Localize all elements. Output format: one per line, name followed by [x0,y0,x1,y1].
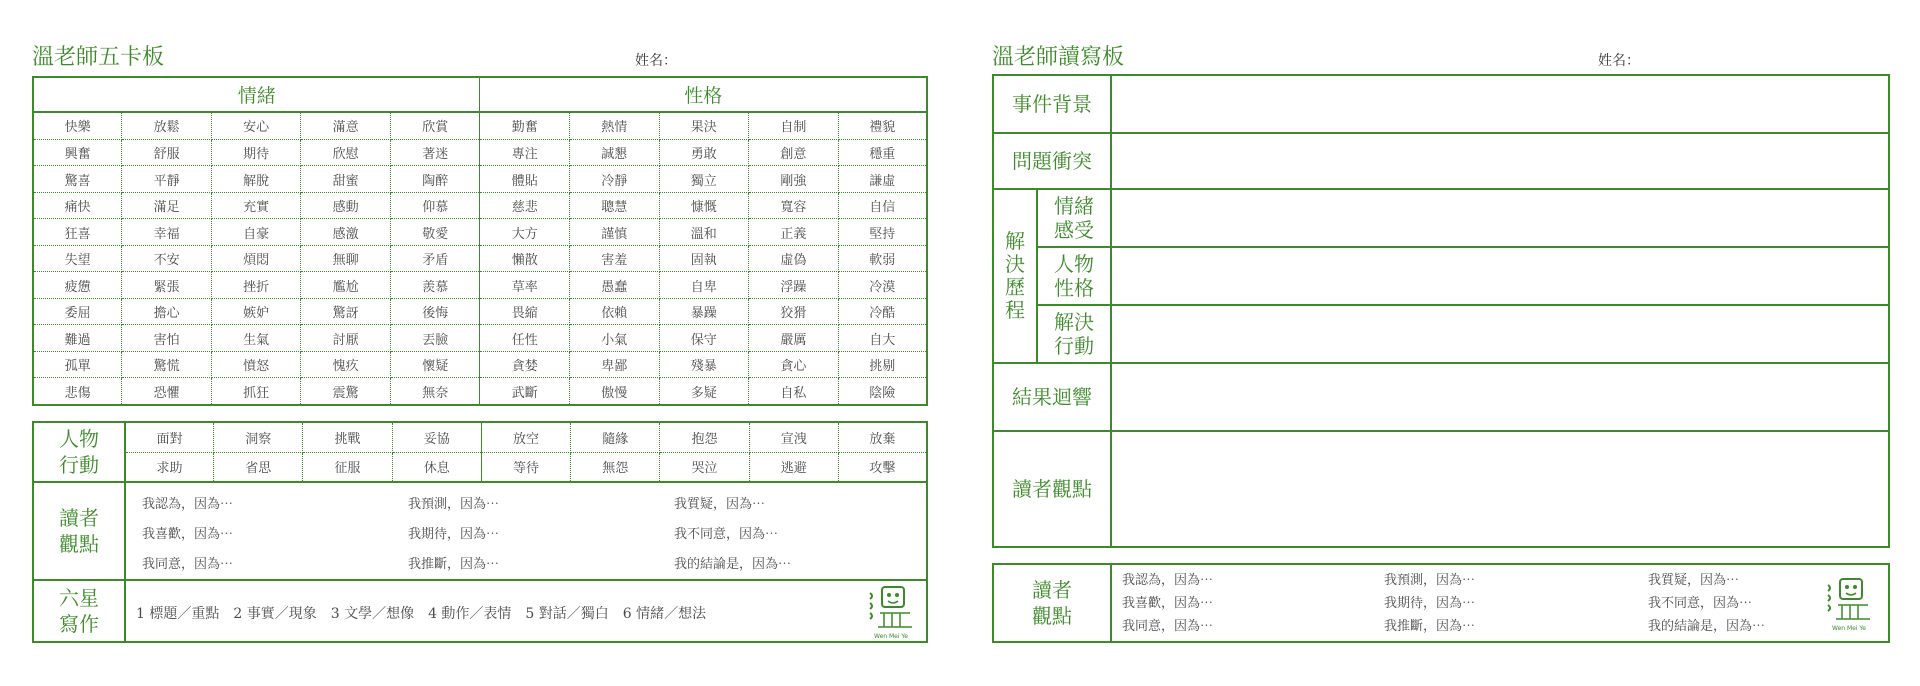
personality-word: 創意 [749,139,839,166]
row-character-field[interactable] [1112,248,1888,304]
personality-word: 勇敢 [659,139,749,166]
emotion-word: 痛快 [34,192,122,219]
reader-phrase: 我認為，因為⋯ [1122,573,1214,588]
emotion-word: 討厭 [301,325,391,352]
right-name-label: 姓名： [1598,53,1640,69]
emotion-personality-grid [32,76,928,406]
character-line2: 性格 [1054,276,1094,300]
emotion-word: 仰慕 [390,192,480,219]
grid-row [34,112,926,139]
reader-phrase: 我同意，因為⋯ [142,557,234,572]
personality-word: 軟弱 [838,245,926,272]
right-reader-label [994,565,1110,641]
emotion-word: 孤單 [34,351,122,378]
personality-word: 專注 [480,139,570,166]
emotion-word: 疲憊 [34,272,122,299]
reader-phrase: 我推斷，因為⋯ [1384,619,1476,634]
reader-phrase: 我質疑，因為⋯ [1648,573,1740,588]
emotion-word: 憤怒 [211,351,301,378]
process-char-4: 程 [1005,298,1025,322]
feelings-line1: 情緒 [1054,194,1094,218]
personality-word: 溫和 [659,219,749,246]
action-label [34,423,124,481]
personality-word: 草率 [480,272,570,299]
emotion-word: 驚慌 [122,351,212,378]
emotion-word: 安心 [211,112,301,139]
personality-word: 勤奮 [480,112,570,139]
action-word: 隨緣 [571,423,660,452]
personality-word: 狡猾 [749,298,839,325]
svg-text:Wen Mei Ye: Wen Mei Ye [874,633,908,640]
personality-word: 殘暴 [659,351,749,378]
six-star-label [34,581,124,641]
action-reader-box [32,421,928,643]
action-word: 求助 [126,452,214,481]
emotion-word: 尷尬 [301,272,391,299]
emotion-word: 緊張 [122,272,212,299]
action-word: 妥協 [392,423,481,452]
reader-phrase: 我期待，因為⋯ [408,527,500,542]
reader-phrase: 我的結論是，因為⋯ [1648,619,1766,634]
action-label-line1: 人物 [59,427,99,451]
action-row [126,423,926,452]
action-word: 哭泣 [660,452,749,481]
emotion-word: 失望 [34,245,122,272]
process-label [994,190,1036,362]
emotion-word: 悲傷 [34,378,122,404]
personality-word: 貪婪 [480,351,570,378]
emotion-word: 感動 [301,192,391,219]
logo-icon-right [1824,575,1874,633]
emotion-word: 恐懼 [122,378,212,404]
emotion-word: 抓狂 [211,378,301,404]
emotion-word: 狂喜 [34,219,122,246]
action-word: 攻擊 [869,461,896,477]
personality-word: 害羞 [570,245,660,272]
row-feelings-field[interactable] [1112,190,1888,246]
personality-word: 大方 [480,219,570,246]
personality-word: 多疑 [659,378,749,404]
reader-phrase: 我質疑，因為⋯ [674,497,766,512]
action-word: 放棄 [838,423,926,452]
emotion-word: 解脫 [211,166,301,193]
personality-word: 自大 [838,325,926,352]
personality-word: 浮躁 [749,272,839,299]
action-word: 省思 [214,452,303,481]
emotion-word: 滿意 [301,112,391,139]
action-line1: 解決 [1054,310,1094,334]
action-word: 逃避 [749,452,838,481]
emotion-word: 甜蜜 [301,166,391,193]
reading-writing-board [992,74,1890,548]
personality-word: 貪心 [749,351,839,378]
emotion-header: 情緒 [34,78,480,112]
personality-word: 熱情 [570,112,660,139]
emotion-word: 懷疑 [390,351,480,378]
emotion-word: 平靜 [122,166,212,193]
row-conflict-field[interactable] [1112,134,1888,188]
personality-word: 固執 [659,245,749,272]
personality-word: 果決 [659,112,749,139]
emotion-word: 著迷 [390,139,480,166]
row-background-label: 事件背景 [1012,92,1092,116]
six-star-items: 1 標題／重點 2 事實／現象 3 文學／想像 4 動作／表情 5 對話／獨白 6 情緒／想法 [136,606,707,622]
reader-label-line2: 觀點 [59,532,99,556]
emotion-word: 擔心 [122,298,212,325]
personality-word: 誠懇 [570,139,660,166]
row-conflict-label: 問題衝突 [1012,149,1092,173]
personality-word: 小氣 [570,325,660,352]
svg-text:Wen Mei Ye: Wen Mei Ye [1832,625,1866,632]
personality-word: 嚴厲 [749,325,839,352]
personality-word: 武斷 [480,378,570,404]
personality-word: 冷酷 [838,298,926,325]
emotion-word: 興奮 [34,139,122,166]
emotion-word: 陶醉 [390,166,480,193]
reader-phrase: 我期待，因為⋯ [1384,596,1476,611]
personality-word: 畏縮 [480,298,570,325]
personality-word: 陰險 [869,385,896,401]
personality-word: 冷靜 [570,166,660,193]
six-star-label-line2: 寫作 [59,612,99,636]
process-char-3: 歷 [1005,275,1025,299]
personality-word: 暴躁 [659,298,749,325]
personality-word: 虛偽 [749,245,839,272]
character-line1: 人物 [1054,252,1094,276]
action-line2: 行動 [1054,334,1094,358]
reader-phrase: 我不同意，因為⋯ [674,527,779,542]
row-reader-view-field[interactable] [1112,432,1888,546]
personality-word: 正義 [749,219,839,246]
emotion-word: 矛盾 [390,245,480,272]
reader-phrase: 我喜歡，因為⋯ [142,527,234,542]
personality-word: 慈悲 [480,192,570,219]
emotion-word: 羨慕 [390,272,480,299]
personality-word: 穩重 [838,139,926,166]
personality-word: 剛強 [749,166,839,193]
left-name-label: 姓名： [635,53,677,69]
personality-word: 冷漠 [838,272,926,299]
action-label-line2: 行動 [59,453,99,477]
emotion-word: 感激 [301,219,391,246]
action-word: 面對 [126,423,214,452]
action-word: 休息 [392,452,481,481]
emotion-word: 充實 [211,192,301,219]
emotion-word: 自豪 [211,219,301,246]
row-character-label [1038,248,1110,304]
emotion-word: 舒服 [122,139,212,166]
personality-word: 禮貌 [838,112,926,139]
grid-row [34,219,926,246]
emotion-word: 敬愛 [390,219,480,246]
emotion-word: 害怕 [122,325,212,352]
action-word: 無怨 [571,452,660,481]
emotion-word: 驚喜 [34,166,122,193]
right-reader-box [992,563,1890,643]
personality-header: 性格 [480,78,926,112]
emotion-word: 欣賞 [390,112,480,139]
feelings-line2: 感受 [1054,218,1094,242]
right-reader-label-line1: 讀者 [1032,578,1072,602]
process-char-1: 解 [1005,229,1025,253]
logo-icon [866,583,916,641]
emotion-word: 不安 [122,245,212,272]
row-action-label [1038,306,1110,362]
personality-word: 自卑 [659,272,749,299]
emotion-word: 無聊 [301,245,391,272]
emotion-word: 快樂 [34,112,122,139]
personality-word: 聰慧 [570,192,660,219]
emotion-word: 愧疚 [301,351,391,378]
reader-phrase: 我喜歡，因為⋯ [1122,596,1214,611]
personality-word: 慷慨 [659,192,749,219]
emotion-word: 生氣 [211,325,301,352]
grid-row [34,378,926,404]
grid-row [34,192,926,219]
personality-word: 傲慢 [570,378,660,404]
reader-phrase: 我推斷，因為⋯ [408,557,500,572]
emotion-word: 幸福 [122,219,212,246]
emotion-word: 難過 [34,325,122,352]
emotion-word: 震驚 [301,378,391,404]
process-char-2: 決 [1005,252,1025,276]
action-row [126,452,926,481]
personality-word: 自私 [749,378,839,404]
grid-row [34,272,926,299]
reader-label [34,483,124,579]
emotion-word: 期待 [211,139,301,166]
reader-phrase: 我不同意，因為⋯ [1648,596,1753,611]
reader-phrase: 我認為，因為⋯ [142,497,234,512]
grid-row [34,351,926,378]
left-board-title: 溫老師五卡板 [32,45,165,70]
emotion-word: 後悔 [390,298,480,325]
reader-phrase: 我的結論是，因為⋯ [674,557,792,572]
action-word: 放空 [481,423,570,452]
personality-word: 自信 [838,192,926,219]
emotion-word: 丟臉 [390,325,480,352]
reader-label-line1: 讀者 [59,506,99,530]
personality-word: 堅持 [838,219,926,246]
personality-word: 愚蠢 [570,272,660,299]
row-result-label: 結果迴響 [1012,385,1092,409]
grid-row [34,139,926,166]
emotion-word: 驚訝 [301,298,391,325]
personality-word: 懶散 [480,245,570,272]
personality-word: 卑鄙 [570,351,660,378]
personality-word: 任性 [480,325,570,352]
action-word: 征服 [303,452,392,481]
personality-word: 保守 [659,325,749,352]
action-word: 洞察 [214,423,303,452]
personality-word: 依賴 [570,298,660,325]
reader-phrase: 我預測，因為⋯ [408,497,500,512]
reader-phrase: 我同意，因為⋯ [1122,619,1214,634]
emotion-word: 嫉妒 [211,298,301,325]
row-result-field[interactable] [1112,364,1888,430]
row-feelings-label [1038,190,1110,246]
grid-row [34,166,926,193]
action-word: 等待 [481,452,570,481]
action-word: 抱怨 [660,423,749,452]
emotion-word: 無奈 [390,378,480,404]
personality-word: 謙虛 [838,166,926,193]
emotion-word: 滿足 [122,192,212,219]
personality-word: 獨立 [659,166,749,193]
emotion-word: 委屈 [34,298,122,325]
emotion-word: 欣慰 [301,139,391,166]
emotion-word: 挫折 [211,272,301,299]
grid-row [34,245,926,272]
six-star-label-line1: 六星 [59,586,99,610]
right-board-title: 溫老師讀寫板 [992,45,1125,70]
emotion-word: 放鬆 [122,112,212,139]
reader-phrase: 我預測，因為⋯ [1384,573,1476,588]
row-action-field[interactable] [1112,306,1888,362]
grid-row [34,298,926,325]
action-word: 挑戰 [303,423,392,452]
row-background-field[interactable] [1112,76,1888,132]
action-word: 宣洩 [749,423,838,452]
personality-word: 自制 [749,112,839,139]
personality-word: 謹慎 [570,219,660,246]
row-reader-view-label: 讀者觀點 [1012,477,1092,501]
personality-word: 寬容 [749,192,839,219]
personality-word: 體貼 [480,166,570,193]
personality-word: 挑剔 [838,351,926,378]
right-reader-label-line2: 觀點 [1032,604,1072,628]
emotion-word: 煩悶 [211,245,301,272]
grid-row [34,325,926,352]
